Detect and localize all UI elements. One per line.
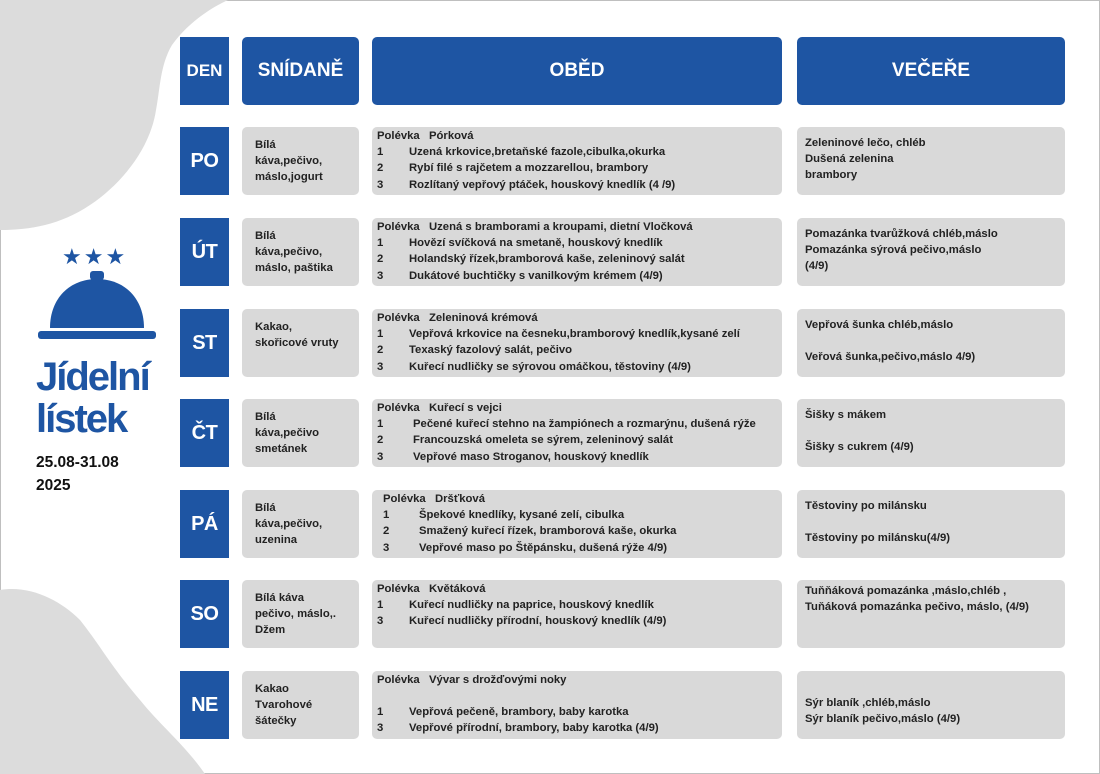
dinner-cell xyxy=(797,218,1065,286)
lunch-cell xyxy=(372,671,782,739)
lunch-item-text: Rybí filé s rajčetem a mozzarellou, brambory xyxy=(409,162,649,175)
soup-label: Polévka xyxy=(377,221,420,233)
day-label: ČT xyxy=(180,399,229,467)
soup-name: Květáková xyxy=(429,583,486,595)
lunch-cell xyxy=(372,127,782,195)
day-label: NE xyxy=(180,671,229,739)
lunch-item xyxy=(377,432,776,448)
breakfast-line: uzenina xyxy=(255,534,298,547)
breakfast-cell xyxy=(242,580,359,648)
lunch-item xyxy=(377,720,776,736)
breakfast-line: Kakao, xyxy=(255,321,293,333)
dinner-line: Šišky s cukrem (4/9) xyxy=(805,441,914,454)
dinner-line: Tuňňáková pomazánka ,máslo,chléb , xyxy=(805,585,1007,597)
lunch-item xyxy=(377,449,776,465)
breakfast-line: káva,pečivo, xyxy=(255,246,323,259)
date-line2: 2025 xyxy=(36,477,71,494)
lunch-cell xyxy=(372,309,782,377)
lunch-item-number: 1 xyxy=(377,418,384,431)
lunch-item-number: 3 xyxy=(383,541,390,554)
lunch-item xyxy=(377,359,776,375)
breakfast-line: Bílá xyxy=(255,502,276,514)
dinner-line: Těstoviny po milánsku(4/9) xyxy=(805,532,951,545)
breakfast-cell xyxy=(242,399,359,467)
breakfast-line: smetánek xyxy=(255,443,308,456)
soup-name: Vývar s drožďovými noky xyxy=(429,674,567,686)
soup-label: Polévka xyxy=(377,583,420,595)
lunch-item xyxy=(377,688,776,704)
lunch-item xyxy=(377,160,776,176)
header-day-label: DEN xyxy=(186,61,223,80)
breakfast-line: káva,pečivo xyxy=(255,427,320,440)
lunch-item xyxy=(377,268,776,284)
lunch-item-text: Kuřecí nudličky se sýrovou omáčkou, těstoviny (4/9) xyxy=(409,360,691,373)
lunch-item-number: 3 xyxy=(377,178,384,191)
rating-stars: ★★★ xyxy=(62,244,128,269)
lunch-item xyxy=(377,597,776,613)
lunch-item-number: 2 xyxy=(377,162,384,175)
lunch-cell xyxy=(372,490,782,558)
header-dinner-label: VEČEŘE xyxy=(891,60,971,81)
breakfast-line: máslo, paštika xyxy=(255,262,333,275)
lunch-item xyxy=(377,144,776,160)
lunch-item xyxy=(377,235,776,251)
date-line1: 25.08-31.08 xyxy=(36,454,119,471)
lunch-item xyxy=(383,540,776,556)
lunch-item-number: 2 xyxy=(377,253,384,266)
lunch-item-text: Vepřové maso Stroganov, houskový knedlík xyxy=(413,450,649,463)
menu-title-line2: lístek xyxy=(36,397,127,441)
lunch-item-text: Francouzská omeleta se sýrem, zeleninový salát xyxy=(413,434,673,447)
breakfast-line: Tvarohové xyxy=(255,699,313,712)
lunch-item-text: Vepřová pečeně, brambory, baby karotka xyxy=(409,706,629,719)
header-dinner xyxy=(797,37,1065,105)
day-label: ST xyxy=(180,309,229,377)
lunch-item-text: Texaský fazolový salát, pečivo xyxy=(409,344,573,357)
dinner-line: Zeleninové lečo, chléb xyxy=(805,137,926,149)
lunch-item xyxy=(377,342,776,358)
date-range xyxy=(36,451,119,497)
lunch-item-text: Hovězí svíčková na smetaně, houskový knedlík xyxy=(409,237,663,250)
dinner-line xyxy=(805,514,1059,530)
breakfast-line: Kakao xyxy=(255,683,289,695)
lunch-item-number: 2 xyxy=(383,525,390,538)
breakfast-line: máslo,jogurt xyxy=(255,171,323,184)
menu-title-line1: Jídelní xyxy=(36,355,149,399)
dinner-line: Sýr blaník ,chléb,máslo xyxy=(805,697,931,709)
soup-label: Polévka xyxy=(377,312,420,324)
lunch-item xyxy=(377,704,776,720)
soup-label: Polévka xyxy=(377,402,420,414)
lunch-item xyxy=(377,416,776,432)
header-breakfast-label: SNÍDANĚ xyxy=(257,60,344,81)
soup-name: Kuřecí s vejci xyxy=(429,402,502,414)
dinner-cell xyxy=(797,309,1065,377)
dinner-line: Sýr blaník pečivo,máslo (4/9) xyxy=(805,713,961,726)
header-day xyxy=(180,37,229,105)
lunch-item xyxy=(383,523,776,539)
lunch-item-text: Holandský řízek,bramborová kaše, zeleninový salát xyxy=(409,253,685,266)
soup-label: Polévka xyxy=(377,130,420,142)
breakfast-line: šátečky xyxy=(255,715,297,728)
dinner-cell xyxy=(797,490,1065,558)
soup-line xyxy=(377,310,776,326)
breakfast-line: Džem xyxy=(255,624,286,637)
lunch-item-number: 1 xyxy=(377,146,384,159)
soup-line xyxy=(377,581,776,597)
dinner-line: Tuňáková pomazánka pečivo, máslo, (4/9) xyxy=(805,601,1029,614)
day-label: ÚT xyxy=(180,218,229,286)
lunch-item-text: Rozlítaný vepřový ptáček, houskový knedlík (4 /9) xyxy=(409,178,676,191)
lunch-item-number: 2 xyxy=(377,434,384,447)
lunch-item-number: 3 xyxy=(377,450,384,463)
lunch-item-number xyxy=(377,688,405,704)
lunch-item-text: Vepřové maso po Štěpánsku, dušená rýže 4/9) xyxy=(419,541,667,554)
lunch-item-number: 1 xyxy=(377,237,384,250)
soup-name: Pórková xyxy=(429,130,474,142)
dinner-line: Veřová šunka,pečivo,máslo 4/9) xyxy=(805,351,976,364)
dinner-cell xyxy=(797,671,1065,739)
header-lunch xyxy=(372,37,782,105)
lunch-item-number: 3 xyxy=(377,360,384,373)
lunch-cell xyxy=(372,580,782,648)
dinner-line: Pomazánka tvarůžková chléb,máslo xyxy=(805,228,998,240)
dinner-line: Šišky s mákem xyxy=(805,409,887,421)
lunch-item-text: Kuřecí nudličky přírodní, houskový knedlík (4/9) xyxy=(409,615,667,628)
breakfast-line: skořicové vruty xyxy=(255,337,339,350)
lunch-cell xyxy=(372,218,782,286)
lunch-item xyxy=(377,326,776,342)
lunch-item-text: Vepřová krkovice na česneku,bramborový knedlík,kysané zelí xyxy=(409,328,740,341)
dinner-line: Těstoviny po milánsku xyxy=(805,500,927,512)
soup-line xyxy=(383,491,776,507)
lunch-item-text: Dukátové buchtičky s vanilkovým krémem (4/9) xyxy=(409,269,663,282)
lunch-item-text: Smažený kuřecí řízek, bramborová kaše, okurka xyxy=(419,525,677,538)
lunch-item-text: Špekové knedlíky, kysané zelí, cibulka xyxy=(419,509,625,522)
day-label: SO xyxy=(180,580,229,648)
cloche-icon xyxy=(38,268,156,340)
lunch-item-text: Vepřové přírodní, brambory, baby karotka (4/9) xyxy=(409,722,659,735)
soup-name: Uzená s bramborami a kroupami, dietní Vločková xyxy=(429,221,693,233)
lunch-item xyxy=(377,613,776,629)
dinner-line xyxy=(805,333,1059,349)
lunch-item-number: 3 xyxy=(377,722,384,735)
menu-title xyxy=(36,356,149,440)
breakfast-line: Bílá xyxy=(255,411,276,423)
lunch-item-text xyxy=(405,688,409,704)
dinner-cell xyxy=(797,580,1065,648)
breakfast-cell xyxy=(242,127,359,195)
dinner-line: brambory xyxy=(805,169,858,182)
day-label: PO xyxy=(180,127,229,195)
lunch-item-number: 1 xyxy=(383,509,390,522)
lunch-cell xyxy=(372,399,782,467)
lunch-item-text: Uzená krkovice,bretaňské fazole,cibulka,okurka xyxy=(409,146,666,159)
breakfast-line: Bílá xyxy=(255,230,276,242)
lunch-item xyxy=(383,507,776,523)
breakfast-cell xyxy=(242,671,359,739)
lunch-item-number: 1 xyxy=(377,599,384,612)
soup-line xyxy=(377,400,776,416)
soup-name: Dršťková xyxy=(435,493,485,505)
lunch-item xyxy=(377,251,776,267)
dinner-cell xyxy=(797,127,1065,195)
lunch-item-number: 1 xyxy=(377,706,384,719)
dinner-line: Vepřová šunka chléb,máslo xyxy=(805,319,954,331)
soup-line xyxy=(377,128,776,144)
soup-line xyxy=(377,672,776,688)
lunch-item-text: Kuřecí nudličky na paprice, houskový knedlík xyxy=(409,599,654,612)
breakfast-cell xyxy=(242,490,359,558)
soup-label: Polévka xyxy=(377,674,420,686)
breakfast-line: Bílá xyxy=(255,139,276,151)
dinner-line xyxy=(805,423,1059,439)
lunch-item-number: 2 xyxy=(377,344,384,357)
dinner-line: (4/9) xyxy=(805,260,829,273)
header-breakfast xyxy=(242,37,359,105)
dinner-line: Pomazánka sýrová pečivo,máslo xyxy=(805,244,982,257)
lunch-item-text: Pečené kuřecí stehno na žampiónech a rozmarýnu, dušená rýže xyxy=(413,418,756,431)
breakfast-cell xyxy=(242,309,359,377)
breakfast-line: káva,pečivo, xyxy=(255,518,323,531)
dinner-cell xyxy=(797,399,1065,467)
lunch-item-number: 1 xyxy=(377,328,384,341)
dinner-line: Dušená zelenina xyxy=(805,153,894,166)
lunch-item-number: 3 xyxy=(377,615,384,628)
day-label: PÁ xyxy=(180,490,229,558)
header-lunch-label: OBĚD xyxy=(549,60,605,81)
breakfast-line: pečivo, máslo,. xyxy=(255,608,336,621)
breakfast-cell xyxy=(242,218,359,286)
dinner-line xyxy=(805,679,1059,695)
breakfast-line: Bílá káva xyxy=(255,592,304,604)
lunch-item-number: 3 xyxy=(377,269,384,282)
soup-name: Zeleninová krémová xyxy=(429,312,538,324)
soup-line xyxy=(377,219,776,235)
breakfast-line: káva,pečivo, xyxy=(255,155,323,168)
soup-label: Polévka xyxy=(383,493,426,505)
lunch-item xyxy=(377,177,776,193)
